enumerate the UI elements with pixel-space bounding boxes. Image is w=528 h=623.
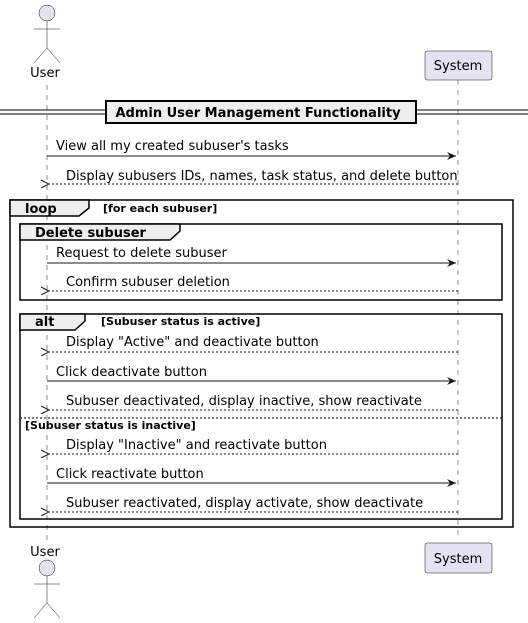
divider xyxy=(0,101,528,123)
message-label: Click reactivate button xyxy=(56,467,204,482)
loop-keyword: loop xyxy=(25,202,57,217)
stick-figure-icon xyxy=(34,560,60,618)
message-label: Subuser deactivated, display inactive, show reactivate xyxy=(66,394,422,409)
message-label: Display "Inactive" and reactivate button xyxy=(66,438,327,453)
system-participant-top xyxy=(425,51,492,80)
message-label: Display "Active" and deactivate button xyxy=(66,335,319,350)
group-keyword: Delete subuser xyxy=(35,226,146,241)
alt-else-guard: [Subuser status is inactive] xyxy=(25,419,196,432)
message-label: View all my created subuser's tasks xyxy=(56,139,289,154)
message-label: Subuser reactivated, display activate, show deactivate xyxy=(66,496,424,511)
message-label: Click deactivate button xyxy=(56,365,207,380)
alt-keyword: alt xyxy=(35,315,55,330)
user-label-top: User xyxy=(30,66,60,81)
user-actor-top xyxy=(30,5,60,81)
system-label-bottom: System xyxy=(433,552,483,567)
system-participant-bottom xyxy=(425,543,492,573)
message-label: Confirm subuser deletion xyxy=(66,275,230,290)
alt-guard: [Subuser status is active] xyxy=(101,315,261,328)
stick-figure-icon xyxy=(34,5,60,63)
user-actor-bottom xyxy=(30,545,60,618)
message-label: Display subusers IDs, names, task status, and delete button xyxy=(66,169,458,184)
user-label-bottom: User xyxy=(30,545,60,560)
divider-title: Admin User Management Functionality xyxy=(115,106,401,121)
system-label-top: System xyxy=(433,59,483,74)
message-label: Request to delete subuser xyxy=(56,246,227,261)
loop-guard: [for each subuser] xyxy=(103,202,218,215)
